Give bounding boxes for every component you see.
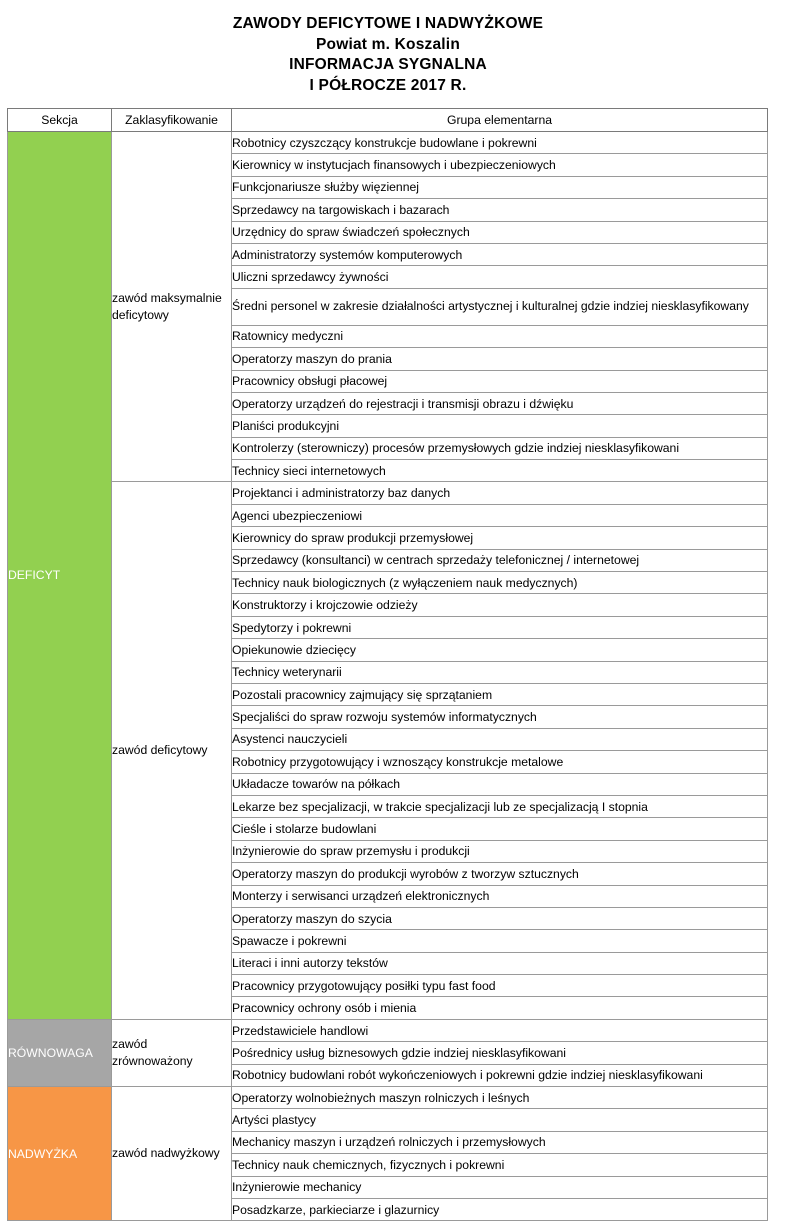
group-cell: Asystenci nauczycieli bbox=[232, 728, 768, 750]
group-cell: Robotnicy przygotowujący i wznoszący konstrukcje metalowe bbox=[232, 751, 768, 773]
group-cell: Kierownicy do spraw produkcji przemysłowej bbox=[232, 527, 768, 549]
group-cell: Monterzy i serwisanci urządzeń elektronicznych bbox=[232, 885, 768, 907]
document-subtitle-type: INFORMACJA SYGNALNA bbox=[289, 56, 487, 73]
section-cell: RÓWNOWAGA bbox=[8, 1019, 112, 1086]
column-header-zaklasyfikowanie: Zaklasyfikowanie bbox=[112, 109, 232, 132]
group-cell: Projektanci i administratorzy baz danych bbox=[232, 482, 768, 504]
group-cell: Robotnicy budowlani robót wykończeniowych i pokrewni gdzie indziej niesklasyfikowani bbox=[232, 1064, 768, 1086]
group-cell: Operatorzy maszyn do prania bbox=[232, 348, 768, 370]
group-cell: Planiści produkcyjni bbox=[232, 415, 768, 437]
section-cell: DEFICYT bbox=[8, 132, 112, 1020]
column-header-grupa-elementarna: Grupa elementarna bbox=[232, 109, 768, 132]
table-row bbox=[8, 482, 768, 504]
group-cell: Technicy sieci internetowych bbox=[232, 460, 768, 482]
group-cell: Spedytorzy i pokrewni bbox=[232, 616, 768, 638]
group-cell: Inżynierowie do spraw przemysłu i produkcji bbox=[232, 840, 768, 862]
group-cell: Kierownicy w instytucjach finansowych i ubezpieczeniowych bbox=[232, 154, 768, 176]
classification-cell: zawód deficytowy bbox=[112, 482, 232, 1019]
group-cell: Posadzkarze, parkieciarze i glazurnicy bbox=[232, 1198, 768, 1220]
document-title: ZAWODY DEFICYTOWE I NADWYŻKOWE bbox=[232, 15, 544, 32]
classification-cell: zawód nadwyżkowy bbox=[112, 1087, 232, 1221]
table-header-row bbox=[8, 109, 768, 132]
group-cell: Sprzedawcy (konsultanci) w centrach sprzedaży telefonicznej / internetowej bbox=[232, 549, 768, 571]
group-cell: Średni personel w zakresie działalności artystycznej i kulturalnej gdzie indziej niesklasyfikowany bbox=[232, 288, 768, 325]
group-cell: Układacze towarów na półkach bbox=[232, 773, 768, 795]
group-cell: Mechanicy maszyn i urządzeń rolniczych i przemysłowych bbox=[232, 1131, 768, 1153]
group-cell: Uliczni sprzedawcy żywności bbox=[232, 266, 768, 288]
occupations-table bbox=[7, 108, 768, 1221]
classification-cell: zawód zrównoważony bbox=[112, 1019, 232, 1086]
document-header bbox=[0, 14, 776, 96]
group-cell: Literaci i inni autorzy tekstów bbox=[232, 952, 768, 974]
group-cell: Administratorzy systemów komputerowych bbox=[232, 243, 768, 265]
group-cell: Spawacze i pokrewni bbox=[232, 930, 768, 952]
group-cell: Technicy nauk chemicznych, fizycznych i pokrewni bbox=[232, 1154, 768, 1176]
group-cell: Funkcjonariusze służby więziennej bbox=[232, 176, 768, 198]
group-cell: Operatorzy urządzeń do rejestracji i transmisji obrazu i dźwięku bbox=[232, 392, 768, 414]
group-cell: Ratownicy medyczni bbox=[232, 325, 768, 347]
group-cell: Cieśle i stolarze budowlani bbox=[232, 818, 768, 840]
group-cell: Pozostali pracownicy zajmujący się sprzątaniem bbox=[232, 683, 768, 705]
group-cell: Kontrolerzy (sterowniczy) procesów przemysłowych gdzie indziej niesklasyfikowani bbox=[232, 437, 768, 459]
group-cell: Technicy nauk biologicznych (z wyłączeniem nauk medycznych) bbox=[232, 572, 768, 594]
group-cell: Pracownicy przygotowujący posiłki typu fast food bbox=[232, 975, 768, 997]
group-cell: Przedstawiciele handlowi bbox=[232, 1019, 768, 1041]
document-subtitle-region: Powiat m. Koszalin bbox=[316, 35, 460, 53]
group-cell: Pośrednicy usług biznesowych gdzie indziej niesklasyfikowani bbox=[232, 1042, 768, 1064]
group-cell: Opiekunowie dziecięcy bbox=[232, 639, 768, 661]
group-cell: Lekarze bez specjalizacji, w trakcie specjalizacji lub ze specjalizacją I stopnia bbox=[232, 795, 768, 817]
table-row bbox=[8, 132, 768, 154]
group-cell: Technicy weterynarii bbox=[232, 661, 768, 683]
group-cell: Urzędnicy do spraw świadczeń społecznych bbox=[232, 221, 768, 243]
section-cell: NADWYŻKA bbox=[8, 1087, 112, 1221]
group-cell: Agenci ubezpieczeniowi bbox=[232, 504, 768, 526]
group-cell: Pracownicy ochrony osób i mienia bbox=[232, 997, 768, 1019]
group-cell: Inżynierowie mechanicy bbox=[232, 1176, 768, 1198]
classification-cell: zawód maksymalnie deficytowy bbox=[112, 132, 232, 482]
table-row bbox=[8, 1019, 768, 1041]
group-cell: Operatorzy maszyn do produkcji wyrobów z tworzyw sztucznych bbox=[232, 863, 768, 885]
column-header-sekcja: Sekcja bbox=[8, 109, 112, 132]
document-subtitle-period: I PÓŁROCZE 2017 R. bbox=[309, 76, 467, 94]
table-body bbox=[8, 132, 768, 1221]
group-cell: Artyści plastycy bbox=[232, 1109, 768, 1131]
group-cell: Robotnicy czyszczący konstrukcje budowlane i pokrewni bbox=[232, 132, 768, 154]
group-cell: Konstruktorzy i krojczowie odzieży bbox=[232, 594, 768, 616]
table-row bbox=[8, 1087, 768, 1109]
group-cell: Sprzedawcy na targowiskach i bazarach bbox=[232, 199, 768, 221]
group-cell: Pracownicy obsługi płacowej bbox=[232, 370, 768, 392]
group-cell: Operatorzy maszyn do szycia bbox=[232, 907, 768, 929]
group-cell: Specjaliści do spraw rozwoju systemów informatycznych bbox=[232, 706, 768, 728]
group-cell: Operatorzy wolnobieżnych maszyn rolniczych i leśnych bbox=[232, 1087, 768, 1109]
